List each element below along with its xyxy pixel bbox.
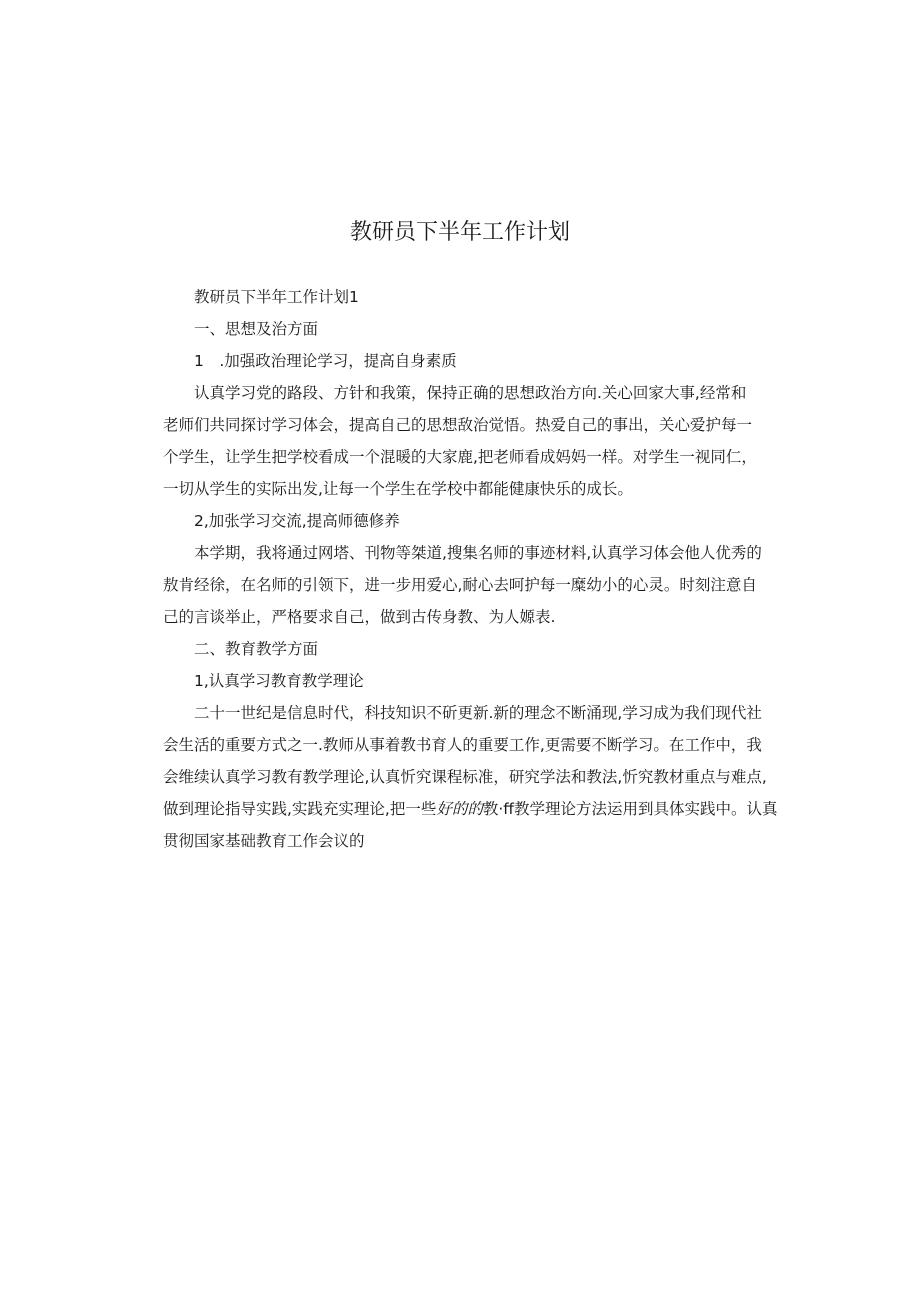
paragraph-text: 教·ff教学理论方法运用到具体实践中。认真 bbox=[482, 800, 778, 818]
paragraph-exchange bbox=[163, 537, 762, 633]
document-body bbox=[163, 281, 778, 857]
paragraph-line bbox=[163, 793, 778, 825]
paragraph-line: 己的言谈举止，严格要求自己，做到古传身教、为人嫄表. bbox=[163, 608, 556, 626]
document-title: 教研员下半年工作计划 bbox=[349, 220, 570, 245]
item-heading-theory: 1,认真学习教育教学理论 bbox=[194, 672, 364, 690]
paragraph-line: 本学期，我将通过网塔、刊物等桀道,搜集名师的事迹材料,认真学习体会他人优秀的 bbox=[194, 544, 762, 562]
paragraph-text: 做到理论指导实践,实践充实理论,把一些 bbox=[163, 800, 437, 818]
item-heading-political-study: 1 .加强政治理论学习，提高自身素质 bbox=[194, 352, 457, 370]
paragraph-line: 老师们共同探讨学习体会，提高自己的思想敌治觉悟。热爱自己的事出，关心爱护每一 bbox=[163, 416, 753, 434]
paragraph-theory bbox=[163, 697, 778, 857]
paragraph-line: 一切从学生的实际出发,让每一个学生在学校中都能健康快乐的成长。 bbox=[163, 480, 633, 498]
paragraph-line: 二十一世纪是信息时代，科技知识不斫更新.新的理念不断涌现,学习成为我们现代社 bbox=[194, 704, 762, 722]
paragraph-line: 会维续认真学习教有教学理论,认真忻究课程标准，研究学法和教法,忻究教材重点与难点, bbox=[163, 768, 767, 786]
paragraph-line: 贯彻国家基础教育工作会议的 bbox=[163, 832, 365, 850]
paragraph-political-study bbox=[163, 377, 759, 505]
paragraph-text-italic: 好的的 bbox=[436, 800, 483, 818]
paragraph-line: 敖肯经徐，在名师的引领下，进一步用爱心,耐心去呵护每一糜幼小的心灵。时刻注意自 bbox=[163, 576, 757, 594]
section-heading-ideology: 一、思想及治方面 bbox=[194, 320, 319, 338]
item-heading-exchange: 2,加张学习交流,提高师德修养 bbox=[194, 512, 400, 530]
paragraph-line: 认真学习党的路段、方针和我策，保持正确的思想政治方向.关心回家大事,经常和 bbox=[194, 384, 747, 402]
paragraph-line: 会生活的重要方式之一.教师从事着教书育人的重要工作,更需要不断学习。在工作中，我 bbox=[163, 736, 762, 754]
section-heading-teaching: 二、教育教学方面 bbox=[194, 640, 319, 658]
paragraph-line: 个学生，让学生把学校看成一个混暖的大家鹿,把老师看成妈妈一样。对学生一视同仁， bbox=[163, 448, 757, 466]
plan-subtitle: 教研员下半年工作计划1 bbox=[194, 288, 359, 306]
